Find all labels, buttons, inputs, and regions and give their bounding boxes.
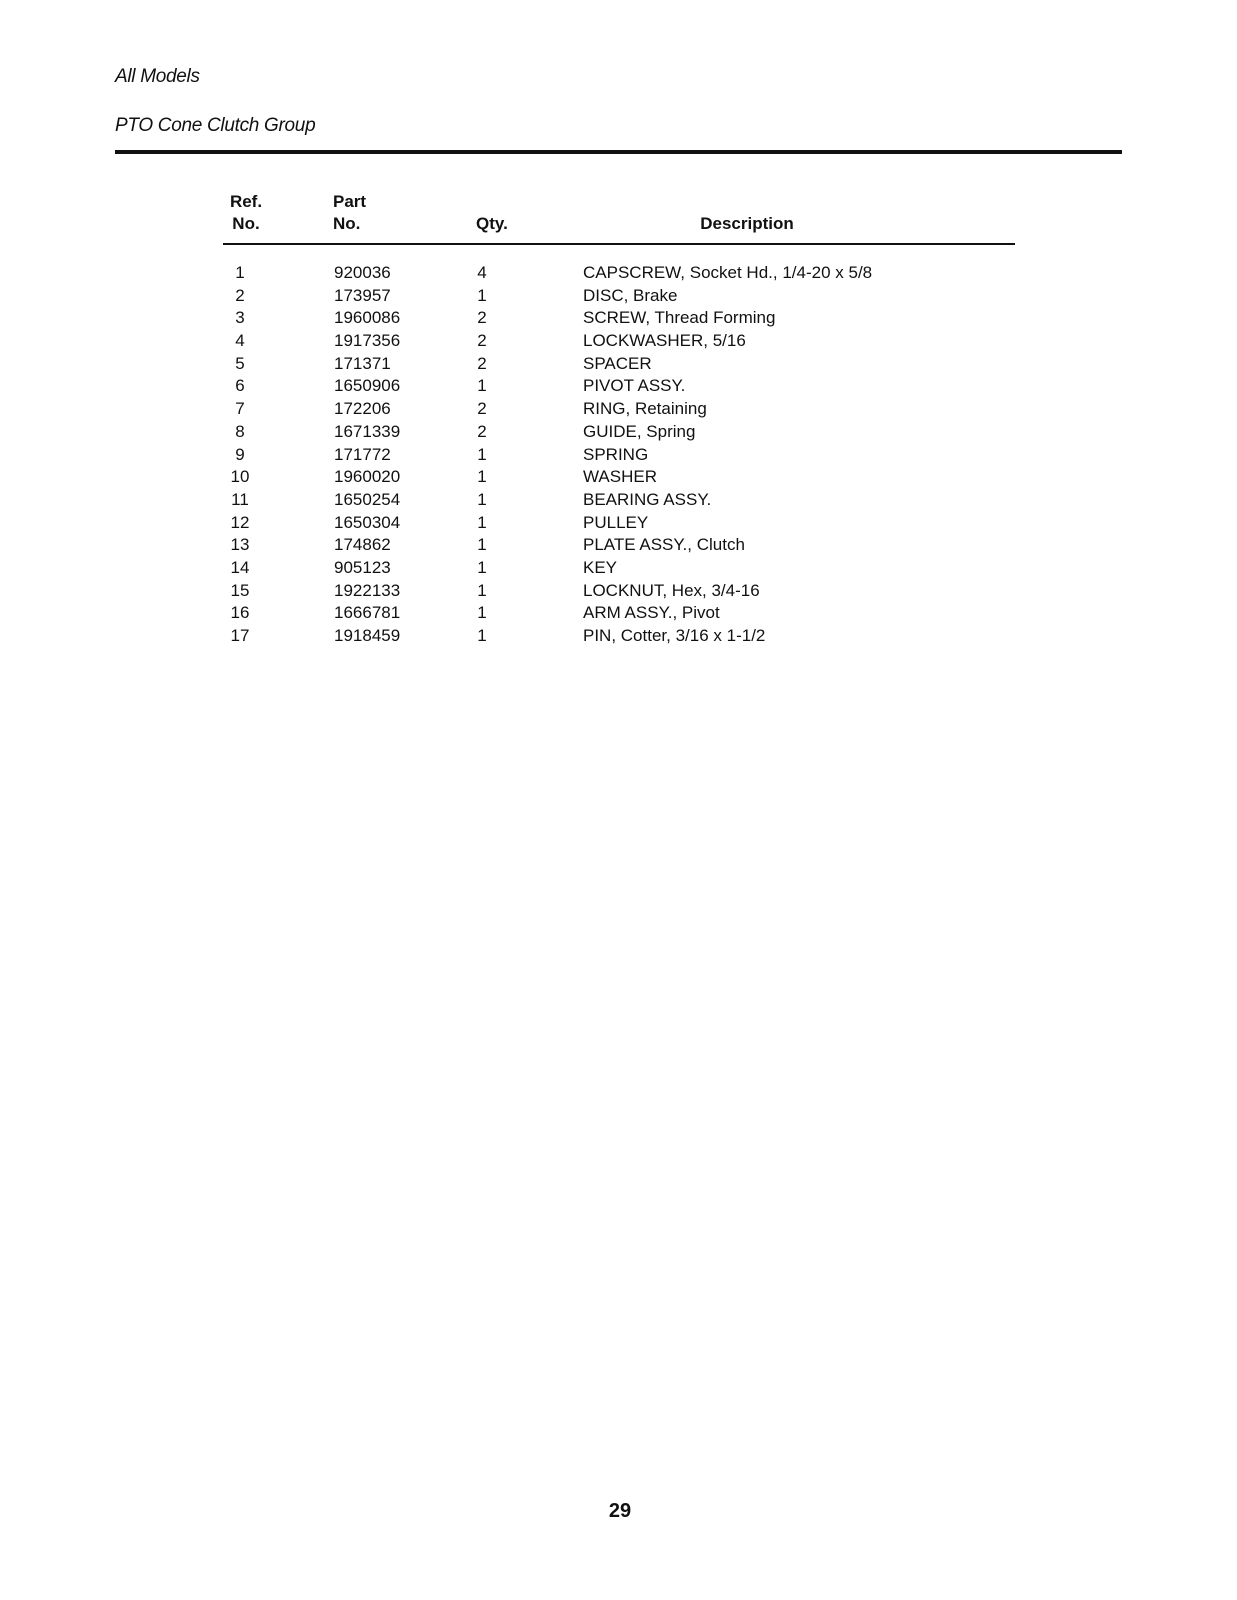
group-heading: PTO Cone Clutch Group [115,115,316,136]
qty-cell: 2 [477,399,487,419]
column-header-part-line2: No. [333,214,361,233]
qty-cell: 1 [477,444,487,464]
qty-cell: 1 [477,512,487,532]
column-header-qty: Qty. [476,214,508,233]
ref-cell: 14 [230,557,250,577]
ref-cell: 12 [230,512,250,532]
table-row [0,353,1237,376]
description-cell: CAPSCREW, Socket Hd., 1/4-20 x 5/8 [583,263,873,282]
part-number-cell: 173957 [334,285,391,305]
part-number-cell: 1650304 [334,512,401,532]
qty-cell: 1 [477,603,487,623]
ref-cell: 9 [235,444,245,464]
description-cell: ARM ASSY., Pivot [583,603,720,623]
column-header-part-no [333,191,366,235]
column-header-ref-line1: Ref. [229,192,263,211]
ref-cell: 11 [231,489,249,509]
ref-cell: 1 [235,263,245,282]
models-heading: All Models [115,66,200,87]
column-header-part-line1: Part [333,192,367,211]
table-row [0,489,1237,512]
description-cell: PIN, Cotter, 3/16 x 1-1/2 [583,626,766,645]
description-cell: BEARING ASSY. [583,489,712,509]
part-number-cell: 1922133 [334,580,401,600]
part-number-cell: 1650906 [334,376,401,396]
column-header-description: Description [700,214,794,233]
qty-cell: 1 [477,376,487,396]
part-number-cell: 174862 [334,535,391,555]
qty-cell: 2 [477,421,487,441]
table-row [0,625,1237,648]
part-number-cell: 905123 [334,557,391,577]
ref-cell: 13 [230,535,250,555]
page-number: 29 [608,1500,632,1522]
table-row [0,330,1237,353]
ref-cell: 16 [230,603,250,623]
part-number-cell: 920036 [334,263,391,282]
description-cell: SPRING [583,444,649,464]
ref-cell: 7 [235,399,245,419]
description-cell: LOCKNUT, Hex, 3/4-16 [583,580,760,600]
part-number-cell: 1918459 [334,626,401,645]
description-cell: RING, Retaining [583,399,707,419]
qty-cell: 1 [477,285,487,305]
table-header-divider [223,243,1015,245]
qty-cell: 1 [477,557,487,577]
description-cell: GUIDE, Spring [583,421,696,441]
description-cell: SCREW, Thread Forming [583,308,776,328]
table-row [0,466,1237,489]
part-number-cell: 1666781 [334,603,401,623]
table-row [0,557,1237,580]
part-number-cell: 172206 [334,399,391,419]
table-row [0,512,1237,535]
part-number-cell: 171371 [334,353,391,373]
column-header-ref-line2: No. [232,214,260,233]
table-row [0,421,1237,444]
description-cell: SPACER [583,353,652,373]
part-number-cell: 1960020 [334,467,401,487]
description-cell: WASHER [583,467,657,487]
table-row [0,534,1237,557]
part-number-cell: 1650254 [334,489,401,509]
table-row [0,262,1237,285]
part-number-cell: 1917356 [334,331,401,351]
parts-table-body [0,262,1237,648]
qty-cell: 4 [477,263,487,282]
table-row [0,375,1237,398]
part-number-cell: 1960086 [334,308,401,328]
ref-cell: 2 [235,285,245,305]
qty-cell: 2 [477,308,487,328]
qty-cell: 1 [477,467,487,487]
ref-cell: 3 [235,308,245,328]
part-number-cell: 1671339 [334,421,401,441]
ref-cell: 8 [235,421,245,441]
table-row [0,307,1237,330]
ref-cell: 4 [235,331,245,351]
ref-cell: 6 [235,376,245,396]
ref-cell: 10 [230,467,250,487]
table-row [0,602,1237,625]
description-cell: PIVOT ASSY. [583,376,686,396]
table-row [0,444,1237,467]
qty-cell: 1 [477,626,487,645]
column-header-ref-no [224,191,268,235]
description-cell: KEY [583,557,618,577]
table-row [0,398,1237,421]
description-cell: LOCKWASHER, 5/16 [583,331,746,351]
description-cell: PLATE ASSY., Clutch [583,535,745,555]
qty-cell: 2 [477,331,487,351]
qty-cell: 2 [477,353,487,373]
ref-cell: 17 [230,626,250,645]
ref-cell: 5 [235,353,245,373]
description-cell: PULLEY [583,512,649,532]
description-cell: DISC, Brake [583,285,678,305]
part-number-cell: 171772 [334,444,391,464]
table-row [0,285,1237,308]
qty-cell: 1 [477,489,487,509]
table-row [0,580,1237,603]
header-divider [115,150,1122,154]
qty-cell: 1 [477,535,487,555]
ref-cell: 15 [230,580,250,600]
qty-cell: 1 [477,580,487,600]
